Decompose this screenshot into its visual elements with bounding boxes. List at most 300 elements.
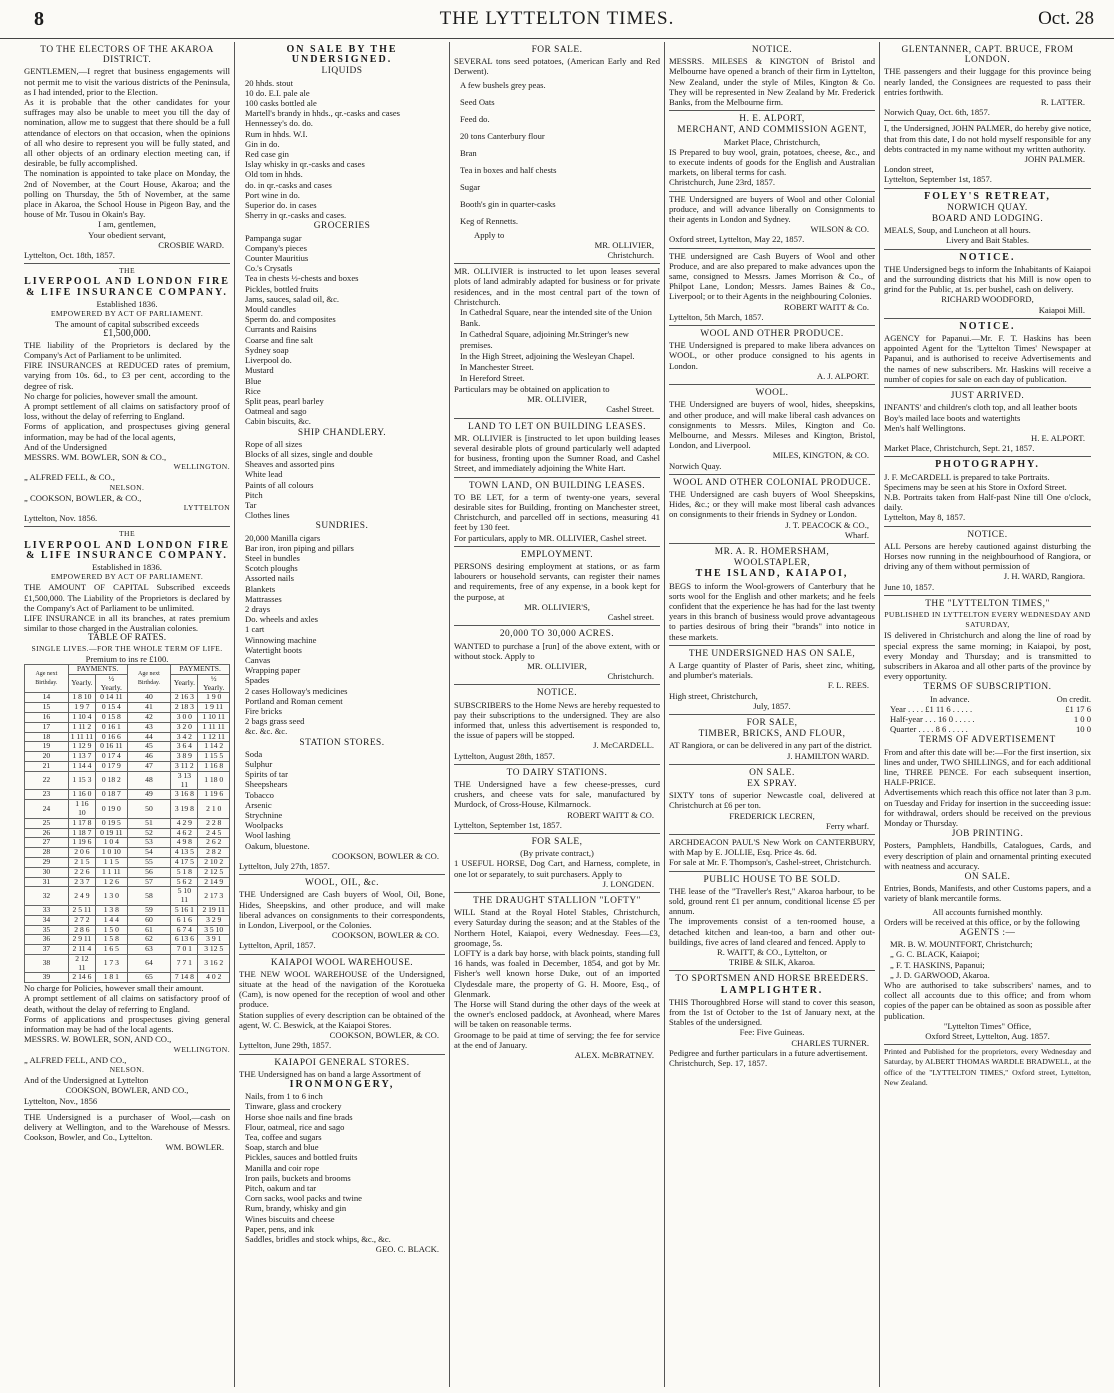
table-cell: 19	[25, 742, 69, 752]
list-item: Arsenic	[245, 799, 272, 810]
table-cell: 37	[25, 945, 69, 955]
table-cell: 6 1 6	[171, 915, 198, 925]
table-cell: 40	[127, 693, 171, 703]
ad-capital: £1,500,000.	[103, 328, 151, 340]
ad-horses-notice	[884, 527, 1091, 596]
list-item: 20,000 Manilla cigars	[245, 532, 321, 543]
ad-body: WILL Stand at the Royal Hotel Stables, Christchurch, every Saturday during the season; and at the Stables of the Northern Hotel, Kaiapoi, every Wednesday. Fees—£3, groomage, 5s.	[454, 907, 660, 948]
ad-body: A prompt settlement of all claims on satisfactory proof of loss, without the delay of referring to England.	[24, 400, 230, 422]
table-cell: 1 11 11	[68, 732, 95, 742]
table-cell: 1 0 10	[96, 848, 128, 858]
ad-foley	[884, 189, 1091, 250]
ad-signature: F. L. REES.	[827, 680, 869, 691]
ad-signature: MILES, KINGTON, & CO.	[772, 450, 869, 461]
ad-leases	[454, 264, 660, 418]
ad-place: London street,	[884, 164, 934, 175]
table-cell: 2 9 11	[68, 935, 95, 945]
ad-body: 1 USEFUL HORSE, Dog Cart, and Harness, complete, in one lot or separately, to suit purchasers. Apply to	[454, 858, 660, 879]
ad-heading: WOOL AND OTHER PRODUCE.	[700, 329, 844, 340]
ad-closing: I am, gentlemen,	[98, 219, 156, 230]
table-cell: 2 8 2	[198, 848, 230, 858]
table-cell: 3 16 2	[198, 954, 230, 973]
ad-heading: THE DRAUGHT STALLION "LOFTY"	[473, 895, 641, 906]
terms-row	[884, 704, 1091, 714]
sundries-list	[239, 533, 445, 737]
table-row	[25, 857, 230, 867]
table-row	[25, 722, 230, 732]
ad-body: BEGS to inform the Wool-growers of Canterbury that he sorts wool for the English and other markets; and he feels confident that the experience he has had for the last twenty years in this branch of business would prove advantageous to parties desirous of bring their "brands" into notice in these markets.	[669, 580, 875, 642]
ad-signature: WM. BOWLER.	[165, 1142, 224, 1153]
list-item: 2 cases Holloway's medicines	[245, 685, 348, 696]
list-item: Old tom in hhds.	[245, 169, 303, 180]
table-cell: 25	[25, 818, 69, 828]
ad-heading: FOR SALE.	[531, 45, 583, 55]
list-item: Sheaves and assorted pins	[245, 459, 335, 470]
ad-subheading: (By private contract,)	[520, 848, 594, 859]
ad-body: THE passengers and their luggage for this province being nearly landed, the Consignees are requested to pass their entries forthwith.	[884, 66, 1091, 97]
table-cell: 1 5 0	[96, 925, 128, 935]
table-cell: 43	[127, 722, 171, 732]
table-cell: 53	[127, 838, 171, 848]
column-2	[235, 42, 450, 1387]
terms-value: 1 0 0	[1073, 713, 1091, 724]
ad-prefix: THE	[119, 529, 135, 539]
ad-body: Entries, Bonds, Manifests, and other Customs papers, and a variety of blank mercantile forms.	[884, 883, 1091, 904]
column-1	[20, 42, 235, 1387]
ad-plaster	[669, 646, 875, 715]
table-cell: 41	[127, 703, 171, 713]
ad-signature: ROBERT WAITT & CO.	[567, 809, 654, 820]
table-cell: 57	[127, 877, 171, 887]
table-cell: 26	[25, 828, 69, 838]
list-item: Booth's gin in quarter-casks	[460, 198, 556, 209]
ad-dateline: July, 1857.	[753, 700, 791, 711]
ad-body: AGENCY for Papanui.—Mr. F. T. Haskins has been appointed Agent for the 'Lyttelton Times' Newspaper at Papanui, and is authorised to receive Advertisements and the names of new subscribers. Mr. Haskins will receive a number of copies for sale on each day of publication.	[884, 333, 1091, 384]
list-item: MR. B. W. MOUNTFORT, Christchurch;	[890, 939, 1033, 950]
list-item: Keg of Rennetts.	[460, 215, 518, 226]
list-item: Rum in hhds. W.I.	[245, 128, 308, 139]
ironmongery-list	[239, 1091, 445, 1244]
ad-heading: WOOL AND OTHER COLONIAL PRODUCE.	[673, 477, 871, 488]
ad-kaiapoi-general	[239, 1055, 445, 1258]
ad-body: Forms of applications and prospectuses giving general information may be had of the local agents.	[24, 1013, 230, 1035]
table-subtitle: SINGLE LIVES.—FOR THE WHOLE TERM OF LIFE.	[31, 643, 223, 653]
ad-body: No charge for Policies, however small their amount.	[24, 983, 204, 994]
ad-wilson	[669, 192, 875, 249]
ad-body: Advertisements which reach this office not later than 3 p.m. on Tuesday and Friday for insertion in the succeeding issue: for withdrawal, orders should be received on the previous Monday or Thursday.	[884, 787, 1091, 829]
list-item: Do. wheels and axles	[245, 614, 319, 625]
table-cell: 29	[25, 857, 69, 867]
ad-wool	[669, 385, 875, 475]
ad-subheading: TIMBER, BRICKS, AND FLOUR,	[698, 729, 846, 740]
terms-value: Quarter . . . . 8 6 . . . . .	[890, 724, 968, 735]
list-item: „ J. D. GARWOOD, Akaroa.	[890, 969, 990, 980]
table-cell: 2 14 9	[198, 877, 230, 887]
list-item: 20 hhds. stout	[245, 77, 293, 88]
table-cell: 5 1 8	[171, 867, 198, 877]
ad-body: THE AMOUNT OF CAPITAL Subscribed exceeds £1,500,000. The Liability of the Proprietors is declared by the Company's Act of Parliament to be unlimited.	[24, 582, 230, 613]
ad-body: Station supplies of every description can be obtained of the agent, W. C. Beswick, at the Kaiapoi Stores.	[239, 1009, 445, 1030]
table-row	[25, 703, 230, 713]
table-cell: 2 10 2	[198, 857, 230, 867]
ad-body: As it is probable that the other candidates for your suffrages may also be unable to meet you till the day of nomination, allow me to suggest that there should be a full attendance of electors on that occasion, when the opinions of all who desire to represent you will be fully stated, and all other objects of an ordinary election meeting can, if desirable, be fully accomplished.	[24, 97, 230, 169]
ad-place: Wharf.	[844, 529, 869, 540]
ad-place: Christchurch.	[607, 250, 654, 261]
table-cell: 50	[127, 800, 171, 819]
list-item: Liverpool do.	[245, 355, 292, 366]
ad-heading: LIVERPOOL AND LONDON FIRE & LIFE INSURANCE COMPANY.	[24, 539, 230, 561]
ad-heading: PHOTOGRAPHY.	[935, 459, 1040, 471]
ad-subheading: EX SPRAY.	[747, 779, 797, 789]
ad-archdeacon	[669, 835, 875, 872]
list-item: Superior do. in cases	[245, 200, 317, 211]
ad-signature: CROSBIE WARD.	[158, 239, 224, 250]
table-cell: 4 0 2	[198, 973, 230, 983]
table-cell: 51	[127, 818, 171, 828]
list-item: Spades	[245, 675, 270, 686]
list-item: Pickles, sauces and bottled fruits	[245, 1152, 358, 1163]
list-item: Jams, sauces, salad oil, &c.	[245, 293, 340, 304]
agent-place: WELLINGTON.	[173, 462, 230, 472]
table-cell: 3 6 4	[171, 742, 198, 752]
ad-established: Established in 1836.	[92, 561, 162, 572]
table-cell: 1 11 11	[198, 722, 230, 732]
table-cell: 42	[127, 712, 171, 722]
list-item: Co.'s Crysatls	[245, 263, 293, 274]
list-item: In Hereford Street.	[460, 373, 525, 384]
ad-dateline: Lyttelton, September 1st, 1857.	[454, 819, 562, 830]
ad-body: IS Prepared to buy wool, grain, potatoes, cheese, &c., and to execute indents of goods for the English and Australian markets, on liberal terms for cash.	[669, 146, 875, 178]
list-item: Corn sacks, wool packs and twine	[245, 1193, 362, 1204]
list-item: Sherry in qr.-casks and cases.	[245, 210, 347, 221]
ad-body: TO BE LET, for a term of twenty-one years, several desirable sites for Building, fronting on Manchester street, Christchurch, and parcelled off in sections, measuring 41 feet by 130 feet.	[454, 491, 660, 533]
list-item: A few bushels grey peas.	[460, 79, 546, 90]
list-item: &c. &c. &c.	[245, 726, 288, 737]
ad-signature: JOHN PALMER.	[1024, 154, 1085, 165]
table-cell: 45	[127, 742, 171, 752]
list-item: Mould candles	[245, 304, 296, 315]
ad-timber	[669, 715, 875, 765]
ad-heading: WOOL, OIL, &c.	[305, 878, 379, 889]
table-cell: 1 14 4	[68, 761, 95, 771]
ad-place: Kaiapoi Mill.	[1038, 304, 1085, 315]
list-item: In Cathedral Square, adjoining Mr.Stringer's new premises.	[460, 329, 629, 351]
table-cell: 30	[25, 867, 69, 877]
ad-colonial-produce	[669, 475, 875, 544]
ad-body: SUBSCRIBERS to the Home News are hereby requested to pay their subscriptions to the undersigned. They are also informed that, unless this advertisement is responded to, the issue of papers will be stopped.	[454, 699, 660, 741]
table-row	[25, 867, 230, 877]
table-row	[25, 761, 230, 771]
table-cell: 0 16 1	[96, 722, 128, 732]
list-item: Pitch, oakum and tar	[245, 1182, 317, 1193]
ad-body: I, the Undersigned, JOHN PALMER, do hereby give notice, that from this date, I do not hold myself responsible for any debts contracted in my name without my written authority.	[884, 123, 1091, 154]
ad-mill	[884, 250, 1091, 319]
ad-body: INFANTS' and children's cloth top, and all leather boots	[884, 402, 1078, 413]
ad-body: N.B. Portraits taken from Half-past Nine till One o'clock, daily.	[884, 491, 1091, 513]
ad-prefix: THE	[119, 266, 135, 276]
table-cell: 1 3 0	[96, 887, 128, 906]
table-cell: 16	[25, 712, 69, 722]
ad-particulars: Particulars may be obtained on application to	[454, 384, 610, 395]
ad-signature: A. J. ALPORT.	[816, 370, 869, 381]
ad-heading: JUST ARRIVED.	[950, 391, 1025, 402]
table-cell: 6 13 6	[171, 935, 198, 945]
table-cell: 31	[25, 877, 69, 887]
ad-body: Pedigree and further particulars in a future advertisement.	[669, 1047, 868, 1058]
ad-heading: WOOL.	[755, 388, 789, 399]
ad-body: LOFTY is a dark bay horse, with black points, standing full 16 hands, was foaled in December, 1854, and got by Mr. Fisher's well known horse Duke, out of an imported Clydesdale mare, the property of G. H. Moore, Esq., of Glenmark.	[454, 947, 660, 999]
table-row	[25, 973, 230, 983]
ad-signature: MR. OLLIVIER,	[527, 394, 587, 405]
table-cell: 1 12 9	[68, 742, 95, 752]
table-cell: 46	[127, 752, 171, 762]
table-cell: 2 14 6	[68, 973, 95, 983]
table-cell: 5 6 2	[171, 877, 198, 887]
ad-sportsmen	[669, 971, 875, 1071]
list-item: Bar iron, iron piping and pillars	[245, 542, 354, 553]
table-cell: 2 12 11	[68, 954, 95, 973]
table-row	[25, 790, 230, 800]
table-cell: 61	[127, 925, 171, 935]
table-cell: 34	[25, 915, 69, 925]
list-item: Wool lashing	[245, 830, 291, 841]
table-cell: 2 0 6	[68, 848, 95, 858]
list-item: Portland and Roman cement	[245, 695, 343, 706]
table-cell: 2 18 3	[171, 703, 198, 713]
table-cell: 2 5 11	[68, 905, 95, 915]
ad-alport	[669, 111, 875, 191]
table-cell: 62	[127, 935, 171, 945]
ad-subheading: LAMPLIGHTER.	[720, 984, 824, 996]
list-item: Scotch ploughs	[245, 563, 298, 574]
table-cell: 35	[25, 925, 69, 935]
ad-homersham	[669, 544, 875, 646]
ad-body: WANTED to purchase a [run] of the above extent, with or without stock. Apply to	[454, 640, 660, 661]
col-payments: PAYMENTS.	[171, 664, 230, 674]
ad-body: SIXTY tons of superior Newcastle coal, delivered at Christchurch at £6 per ton.	[669, 790, 875, 811]
ad-body: MESSRS. MILESES & KINGTON of Bristol and Melbourne have opened a branch of their firm in Lyttelton, New Zealand, under the style of Miles, Kington & Co. They will be represented in New Zealand by Mr. Frederick Banks, from the Melbourne firm.	[669, 56, 875, 108]
ad-subheading: PUBLISHED IN LYTTELTON EVERY WEDNESDAY AND SATURDAY,	[884, 609, 1091, 630]
list-item: Split peas, pearl barley	[245, 395, 324, 406]
terms-row	[884, 724, 1091, 734]
ad-heading: H. E. ALPORT,	[739, 114, 805, 125]
table-cell: 1 9 7	[68, 703, 95, 713]
list-item: Paper, pens, and ink	[245, 1223, 315, 1234]
list-item: Mustard	[245, 365, 274, 376]
table-cell: 2 3 7	[68, 877, 95, 887]
table-cell: 1 13 7	[68, 752, 95, 762]
ad-heading: PUBLIC HOUSE TO BE SOLD.	[703, 874, 841, 885]
ad-body: THE Undersigned are cash buyers of Wool Sheepskins, Hides, &c.; or they will make most liberal cash advances on consignments to their friends in Sydney or London.	[669, 488, 875, 520]
ad-body: All accounts furnished monthly.	[932, 906, 1043, 917]
table-cell: 3 8 9	[171, 752, 198, 762]
table-cell: 1 5 8	[96, 935, 128, 945]
ad-body: A Large quantity of Plaster of Paris, sheet zinc, whiting, and plumber's materials.	[669, 659, 875, 681]
col-age: Age next Birthday.	[25, 664, 69, 692]
ad-dateline: Lyttelton, April, 1857.	[239, 940, 316, 951]
table-cell: 55	[127, 857, 171, 867]
list-item: In Cathedral Square, near the intended site of the Union Bank.	[460, 307, 652, 329]
table-cell: 7 0 1	[171, 945, 198, 955]
ad-signature: ALEX. McBRATNEY.	[574, 1050, 654, 1061]
table-cell: 1 7 3	[96, 954, 128, 973]
ad-body: Forms of application, and prospectuses giving general information, may be had of the local agents,	[24, 421, 230, 442]
ad-for-sale	[454, 42, 660, 264]
agent-place: LYTTELTON	[183, 502, 230, 512]
table-cell: 28	[25, 848, 69, 858]
list-item: Paints of all colours	[245, 479, 314, 490]
ad-wool-purchase	[24, 1110, 230, 1156]
list-item: In Manchester Street.	[460, 362, 534, 373]
table-cell: 1 19 6	[68, 838, 95, 848]
list-item: Tea, coffee and sugars	[245, 1131, 322, 1142]
ad-heading: GLENTANNER, CAPT. BRUCE, FROM LONDON.	[901, 45, 1074, 66]
office-date: Oxford Street, Lyttelton, Aug. 1857.	[925, 1031, 1050, 1042]
table-cell: 64	[127, 954, 171, 973]
rates-table	[24, 664, 230, 983]
page-number: 8	[34, 8, 44, 30]
table-cell: 1 1 5	[96, 857, 128, 867]
ad-agency	[884, 319, 1091, 388]
ad-dateline: Christchurch, June 23rd, 1857.	[669, 177, 775, 188]
agents-title: AGENTS :—	[959, 928, 1016, 939]
agent-name: And of the Undersigned at Lyttelton	[24, 1075, 149, 1086]
table-cell: 1 15 5	[198, 752, 230, 762]
ad-body: MEALS, Soup, and Luncheon at all hours.	[884, 225, 1031, 236]
ad-apply: Apply to	[474, 229, 505, 240]
column-3	[450, 42, 665, 1387]
list-item: Hennessey's do. do.	[245, 118, 313, 129]
section-title: STATION STORES.	[299, 737, 385, 748]
table-row	[25, 935, 230, 945]
agent-place: WELLINGTON.	[173, 1044, 230, 1054]
table-cell: 1 10 4	[68, 712, 95, 722]
list-item: Woolpacks	[245, 820, 283, 831]
table-cell: 0 19 11	[96, 828, 128, 838]
section-title: SHIP CHANDLERY.	[297, 427, 387, 438]
ad-body: Boy's mailed lace boots and watertights	[884, 412, 1021, 423]
columns	[20, 42, 1096, 1387]
col-yearly: Yearly.	[171, 674, 198, 693]
office-name: "Lyttelton Times" Office,	[943, 1020, 1032, 1031]
ad-signature: J. T. PEACOCK & CO.,	[785, 519, 869, 530]
table-cell: 4 2 9	[171, 818, 198, 828]
ad-mileses	[669, 42, 875, 111]
job-printing-title: JOB PRINTING.	[951, 829, 1024, 840]
table-premium: Premium to ins re £100.	[85, 653, 169, 664]
ad-heading: NOTICE.	[959, 320, 1016, 332]
agent-name: MESSRS. W. BOWLER, SON, AND CO.,	[24, 1034, 172, 1045]
ad-signature: R. LATTER.	[1040, 97, 1085, 108]
ad-dairy	[454, 765, 660, 834]
ad-heading: LIVERPOOL AND LONDON FIRE & LIFE INSURANCE COMPANY.	[24, 276, 230, 298]
list-item: Bran	[460, 147, 477, 158]
table-cell: 1 14 2	[198, 742, 230, 752]
ad-dateline: Oxford street, Lyttelton, May 22, 1857.	[669, 234, 805, 245]
ad-body: THE Undersigned have a few cheese-presses, curd crushers, and cheese vats for sale, manufactured by Murdock, of Cross-House, Kilmarnock.	[454, 778, 660, 810]
ad-heading: THE UNDERSIGNED HAS ON SALE,	[688, 648, 856, 659]
ad-subheading: WOOLSTAPLER,	[733, 558, 811, 569]
ad-dateline: Christchurch, Sep. 17, 1857.	[669, 1058, 768, 1069]
terms-on-credit: On credit.	[1056, 693, 1091, 704]
list-item: 20 tons Canterbury flour	[460, 130, 545, 141]
ad-capital-line: The amount of capital subscribed exceeds	[55, 319, 199, 330]
table-cell: 2 2 8	[198, 818, 230, 828]
ad-established: Established 1836.	[96, 298, 158, 309]
agent-name: MESSRS. WM. BOWLER, SON & CO.,	[24, 451, 167, 462]
col-age: Age next Birthday.	[127, 664, 171, 692]
for-sale-list	[454, 77, 660, 230]
list-item: Rope of all sizes	[245, 438, 303, 449]
ad-dateline: Lyttelton, Nov. 1856.	[24, 513, 98, 524]
list-item: Fire bricks	[245, 706, 282, 716]
list-item: Mattrasses	[245, 593, 282, 604]
table-cell: 3 5 10	[198, 925, 230, 935]
ad-lyttelton-times	[884, 596, 1091, 1091]
ad-dateline: Lyttelton, July 27th, 1857.	[239, 861, 330, 872]
table-cell: 1 10 11	[198, 712, 230, 722]
terms-rows	[884, 704, 1091, 735]
table-cell: 7 14 8	[171, 973, 198, 983]
list-item: Clothes lines	[245, 510, 290, 521]
list-item: 100 casks bottled ale	[245, 98, 317, 109]
table-cell: 1 8 1	[96, 973, 128, 983]
table-cell: 1 9 0	[198, 693, 230, 703]
table-cell: 58	[127, 887, 171, 906]
table-cell: 60	[127, 915, 171, 925]
ad-signature: J. H. WARD, Rangiora.	[1003, 571, 1085, 582]
column-5	[880, 42, 1095, 1387]
table-cell: 1 11 2	[68, 722, 95, 732]
table-cell: 0 18 7	[96, 790, 128, 800]
list-item: Wines biscuits and cheese	[245, 1213, 335, 1224]
ad-heading: TO THE ELECTORS OF THE AKAROA DISTRICT.	[40, 45, 214, 66]
table-title: TABLE OF RATES.	[87, 633, 167, 644]
ad-heading: NOTICE.	[959, 251, 1016, 263]
table-cell: 36	[25, 935, 69, 945]
ad-signature: MR. OLLIVIER,	[527, 660, 587, 671]
table-cell: 2 1 0	[198, 800, 230, 819]
terms-header	[884, 694, 1091, 704]
ad-signature: J. McCARDELL.	[593, 740, 654, 751]
list-item: Tinware, glass and crockery	[245, 1101, 342, 1112]
table-cell: 22	[25, 771, 69, 790]
ad-body: MR. OLLIVIER is instructed to let upon leases several plots of land admirably adapted for business or for private residences, and in the most central part of the town of Christchurch.	[454, 266, 660, 307]
table-cell: 1 18 0	[198, 771, 230, 790]
list-item: Steel in bundles	[245, 552, 300, 563]
table-cell: 4 17 5	[171, 857, 198, 867]
table-row	[25, 742, 230, 752]
agent-place: NELSON.	[109, 482, 145, 492]
list-item: Blankets	[245, 583, 276, 594]
newspaper-title: THE LYTTELTON TIMES.	[439, 8, 675, 29]
table-cell: 2 1 5	[68, 857, 95, 867]
col-half-yearly: ½ Yearly.	[96, 674, 128, 693]
ad-signature: TRIBE & SILK, Akaroa.	[728, 957, 816, 968]
table-cell: 1 9 11	[198, 703, 230, 713]
ad-dateline: Lyttelton, May 8, 1857.	[884, 512, 966, 523]
section-title: GROCERIES	[313, 221, 371, 232]
ad-signature: COOKSON, BOWLER & CO.	[331, 930, 439, 941]
masthead	[0, 0, 1114, 39]
table-cell: 1 16 0	[68, 790, 95, 800]
table-cell: 7 7 1	[171, 954, 198, 973]
table-cell: 63	[127, 945, 171, 955]
ad-dateline: Norwich Quay.	[669, 460, 722, 471]
ad-body: A prompt settlement of all claims on satisfactory proof of death, without the delay of referring to England.	[24, 993, 230, 1014]
table-cell: 5 16 1	[171, 905, 198, 915]
table-cell: 0 18 2	[96, 771, 128, 790]
